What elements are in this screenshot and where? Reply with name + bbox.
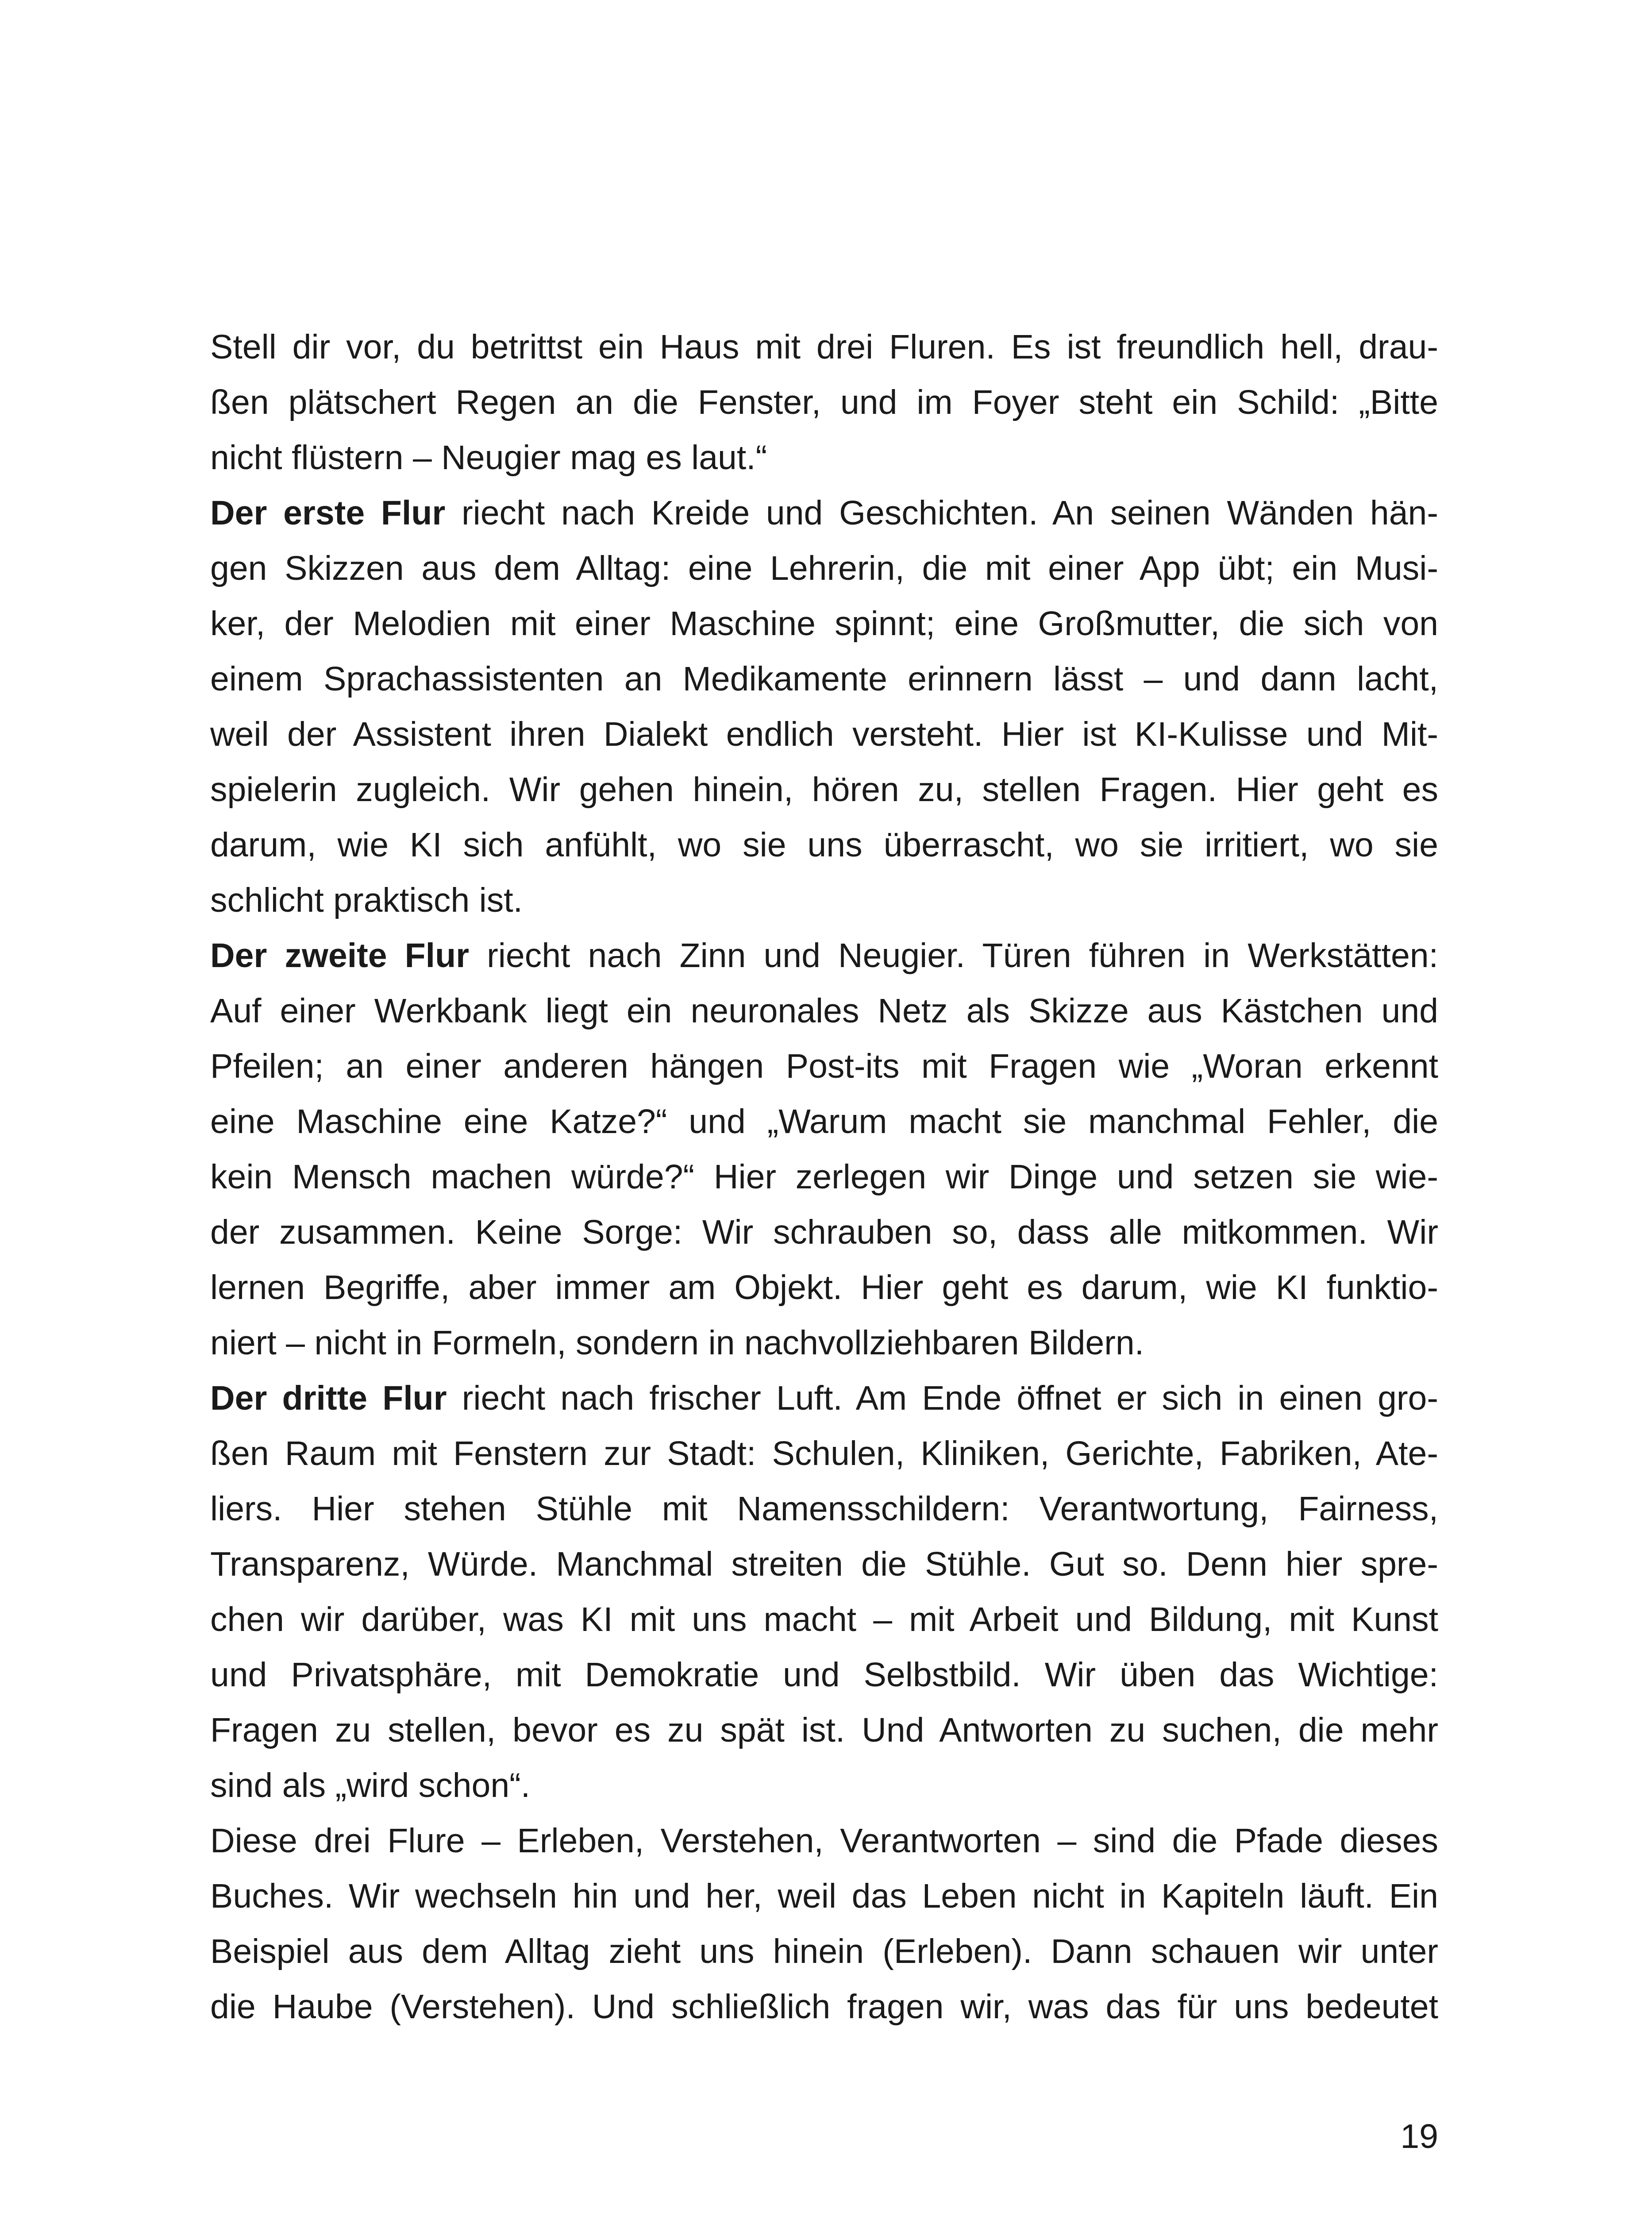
text-line: darum, wie KI sich anfühlt, wo sie uns überrascht, wo sie irritiert, wo sie bbox=[210, 826, 1438, 864]
text-line: Diese drei Flure – Erleben, Verstehen, Verantworten – sind die Pfade dieses bbox=[210, 1822, 1438, 1860]
section-lead-first-flur: Der erste Flur bbox=[210, 494, 446, 532]
text-line: Fragen zu stellen, bevor es zu spät ist. Und Antworten zu suchen, die mehr bbox=[210, 1711, 1438, 1749]
text-line: Der zweite Flur riecht nach Zinn und Neugier. Türen führen in Werkstätten: bbox=[210, 937, 1438, 975]
text-line: Der dritte Flur riecht nach frischer Luft. Am Ende öffnet er sich in einen gro- bbox=[210, 1379, 1438, 1417]
text-line: spielerin zugleich. Wir gehen hinein, hören zu, stellen Fragen. Hier geht es bbox=[210, 771, 1438, 809]
text-line: einem Sprachassistenten an Medikamente erinnern lässt – und dann lacht, bbox=[210, 660, 1438, 698]
section-lead-third-flur: Der dritte Flur bbox=[210, 1379, 447, 1417]
text-line: Buches. Wir wechseln hin und her, weil das Leben nicht in Kapiteln läuft. Ein bbox=[210, 1877, 1438, 1915]
text-line: Stell dir vor, du betrittst ein Haus mit drei Fluren. Es ist freundlich hell, drau- bbox=[210, 328, 1438, 366]
text-line: lernen Begriffe, aber immer am Objekt. Hier geht es darum, wie KI funktio- bbox=[210, 1268, 1438, 1307]
text-line: die Haube (Verstehen). Und schließlich fragen wir, was das für uns bedeutet bbox=[210, 1988, 1438, 2026]
text-line: Pfeilen; an einer anderen hängen Post-its mit Fragen wie „Woran erkennt bbox=[210, 1047, 1438, 1085]
text-line: ßen Raum mit Fenstern zur Stadt: Schulen, Kliniken, Gerichte, Fabriken, Ate- bbox=[210, 1434, 1438, 1473]
text-line: ker, der Melodien mit einer Maschine spinnt; eine Großmutter, die sich von bbox=[210, 605, 1438, 643]
body-text bbox=[210, 320, 1438, 2035]
text-line: kein Mensch machen würde?“ Hier zerlegen wir Dinge und setzen sie wie- bbox=[210, 1158, 1438, 1196]
text-line: ßen plätschert Regen an die Fenster, und im Foyer steht ein Schild: „Bitte bbox=[210, 383, 1438, 421]
text-line: Beispiel aus dem Alltag zieht uns hinein (Erleben). Dann schauen wir unter bbox=[210, 1932, 1438, 1970]
section-lead-second-flur: Der zweite Flur bbox=[210, 937, 470, 975]
text-line: niert – nicht in Formeln, sondern in nachvollziehbaren Bildern. bbox=[210, 1324, 1144, 1362]
page-number: 19 bbox=[1400, 2117, 1438, 2155]
text-line: Auf einer Werkbank liegt ein neuronales Netz als Skizze aus Kästchen und bbox=[210, 992, 1438, 1030]
text-line: liers. Hier stehen Stühle mit Namensschildern: Verantwortung, Fairness, bbox=[210, 1490, 1438, 1528]
text-line: chen wir darüber, was KI mit uns macht – mit Arbeit und Bildung, mit Kunst bbox=[210, 1600, 1438, 1639]
text-line: sind als „wird schon“. bbox=[210, 1766, 531, 1804]
text-line: nicht flüstern – Neugier mag es laut.“ bbox=[210, 439, 767, 477]
text-line: Der erste Flur riecht nach Kreide und Geschichten. An seinen Wänden hän- bbox=[210, 494, 1438, 532]
text-line: Transparenz, Würde. Manchmal streiten die Stühle. Gut so. Denn hier spre- bbox=[210, 1545, 1438, 1583]
text-line: eine Maschine eine Katze?“ und „Warum macht sie manchmal Fehler, die bbox=[210, 1103, 1438, 1141]
text-line: und Privatsphäre, mit Demokratie und Selbstbild. Wir üben das Wichtige: bbox=[210, 1656, 1438, 1694]
text-line: der zusammen. Keine Sorge: Wir schrauben so, dass alle mitkommen. Wir bbox=[210, 1213, 1438, 1251]
text-line: gen Skizzen aus dem Alltag: eine Lehrerin, die mit einer App übt; ein Musi- bbox=[210, 549, 1438, 587]
text-line: schlicht praktisch ist. bbox=[210, 881, 523, 919]
text-line: weil der Assistent ihren Dialekt endlich versteht. Hier ist KI-Kulisse und Mit- bbox=[210, 715, 1438, 753]
